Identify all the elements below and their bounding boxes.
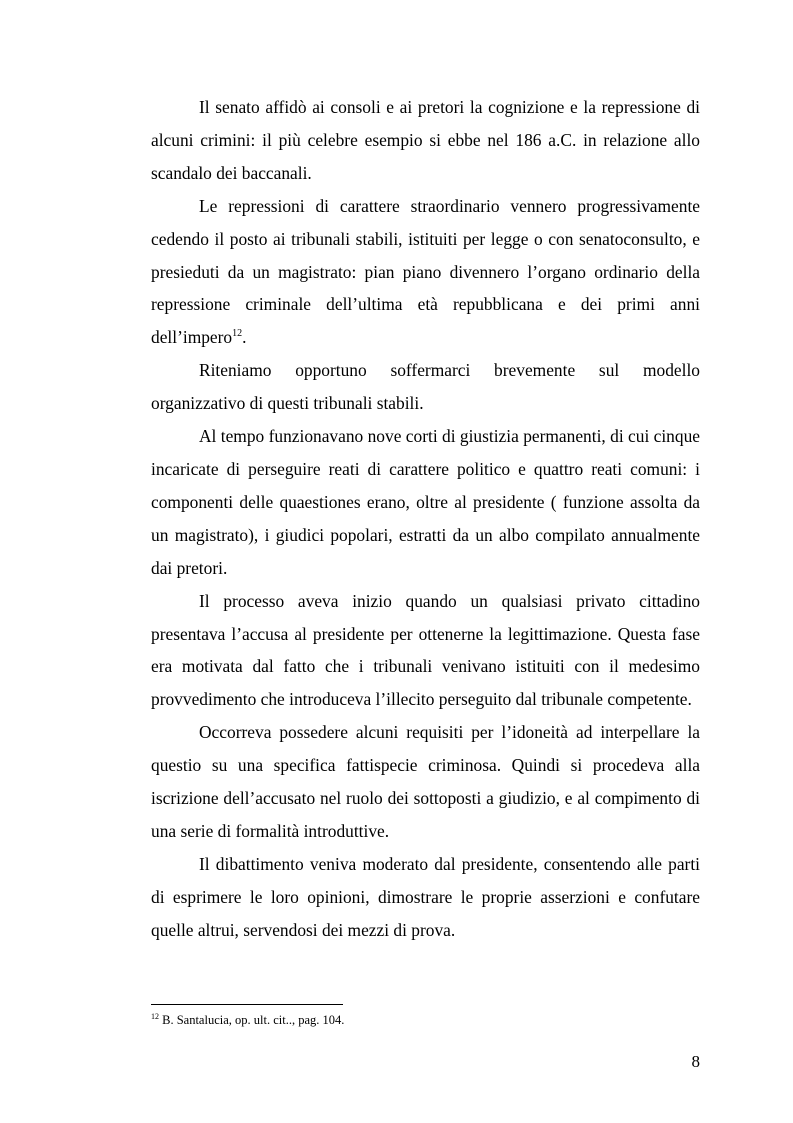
paragraph-2 — [151, 190, 700, 355]
page-number: 8 — [691, 1052, 700, 1071]
paragraph-5: Il processo aveva inizio quando un qualsiasi privato cittadino presentava l’accusa al presidente per ottenerne la legittimazione. Questa fase era motivata dal fatto che i tribunali venivano istituiti con il medesimo provvedimento che introduceva l’illecito perseguito dal tribunale competente. — [151, 590, 700, 710]
footnote — [151, 1012, 700, 1028]
paragraph-7: Il dibattimento veniva moderato dal presidente, consentendo alle parti di esprimere le loro opinioni, dimostrare le proprie asserzioni e confutare quelle altrui, servendosi dei mezzi di prova. — [151, 853, 700, 940]
footnote-text: B. Santalucia, op. ult. cit.., pag. 104. — [159, 1013, 345, 1027]
paragraph-3: Riteniamo opportuno soffermarci brevemente sul modello organizzativo di questi tribunali stabili. — [151, 360, 700, 414]
footnote-reference[interactable]: 12 — [232, 328, 243, 340]
body-text — [151, 91, 700, 947]
paragraph-2-text: Le repressioni di carattere straordinario vennero progressivamente cedendo il posto ai tribunali stabili, istituiti per legge o con senatoconsulto, e presieduti da un magistrato: pian piano divennero l’organo ordinario della repressione criminale dell’ultima età repubblicana e dei primi anni dell’impero — [151, 195, 700, 348]
paragraph-6: Occorreva possedere alcuni requisiti per l’idoneità ad interpellare la questio su una specifica fattispecie criminosa. Quindi si procedeva alla iscrizione dell’accusato nel ruolo dei sottoposti a giudizio, e al compimento di una serie di formalità introduttive. — [151, 722, 700, 841]
footnote-number: 12 — [151, 1012, 159, 1021]
footnote-separator — [151, 1004, 343, 1005]
paragraph-2-end: . — [242, 327, 247, 348]
paragraph-1: Il senato affidò ai consoli e ai pretori la cognizione e la repressione di alcuni crimini: il più celebre esempio si ebbe nel 186 a.C. in relazione allo scandalo dei baccanali. — [151, 97, 700, 183]
paragraph-4: Al tempo funzionavano nove corti di giustizia permanenti, di cui cinque incaricate di perseguire reati di carattere politico e quattro reati comuni: i componenti delle quaestiones erano, oltre al presidente ( funzione assolta da un magistrato), i giudici popolari, estratti da un albo compilato annualmente dai pretori. — [151, 426, 700, 578]
